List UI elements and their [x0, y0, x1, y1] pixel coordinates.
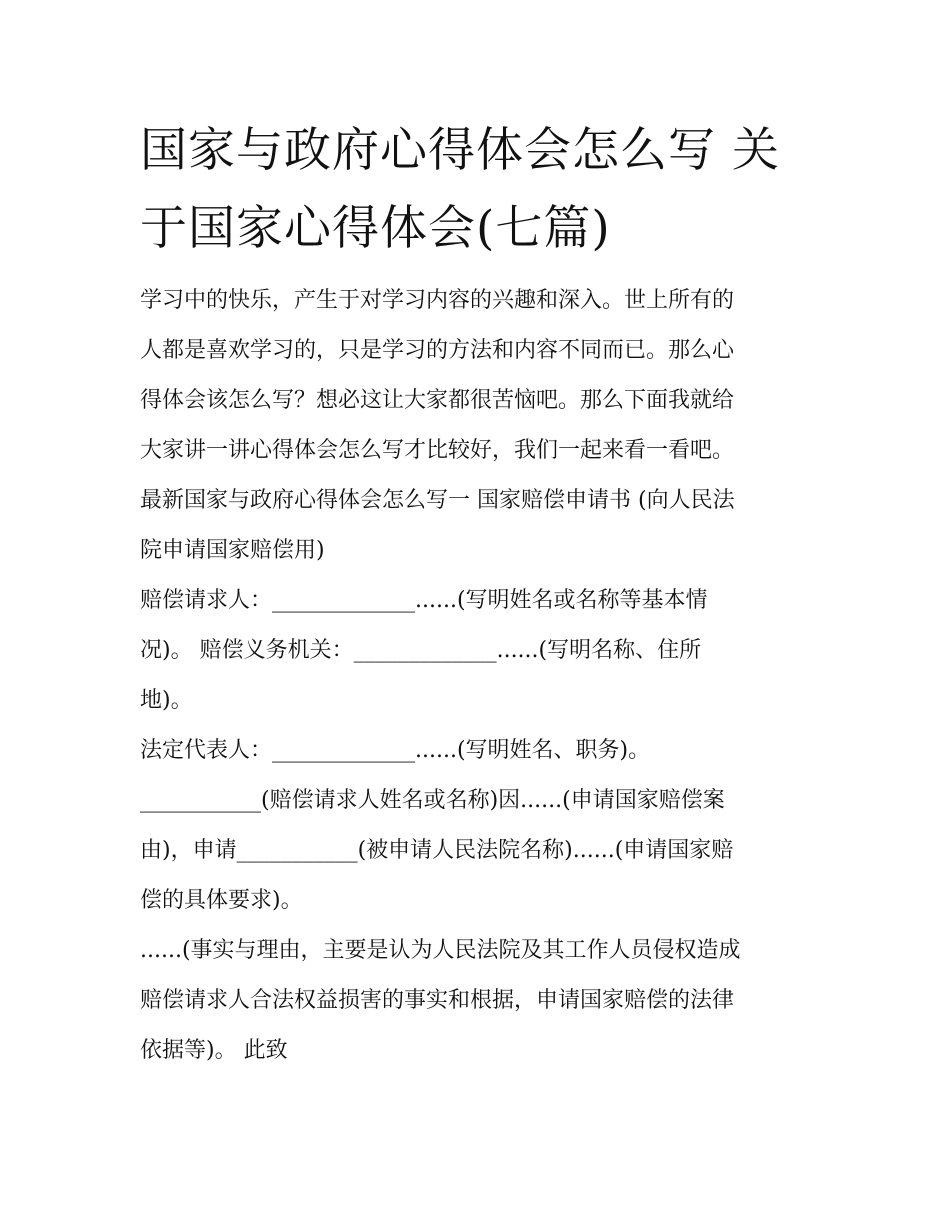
request-paragraph	[140, 776, 820, 926]
intro-line: 大家讲一讲心得体会怎么写才比较好，我们一起来看一看吧。	[140, 438, 735, 463]
title-line-2: 于国家心得体会(七篇)	[140, 201, 611, 256]
intro-paragraph	[140, 276, 820, 476]
intro-line: 人都是喜欢学习的，只是学习的方法和内容不同而已。那么心	[140, 338, 735, 363]
claimant-line: 地)。	[140, 688, 193, 713]
facts-paragraph	[140, 926, 820, 1076]
claimant-line: 赔偿请求人：_____________......(写明姓名或名称等基本情	[140, 588, 708, 613]
representative-line: 法定代表人：_____________......(写明姓名、职务)。	[140, 738, 651, 763]
intro-line: 学习中的快乐，产生于对学习内容的兴趣和深入。世上所有的	[140, 288, 735, 313]
document-page	[140, 112, 820, 1076]
facts-line: 赔偿请求人合法权益损害的事实和根据，申请国家赔偿的法律	[140, 988, 735, 1013]
document-title	[140, 112, 820, 268]
section-line: 院申请国家赔偿用)	[140, 538, 325, 563]
facts-line: 依据等)。 此致	[140, 1038, 288, 1063]
request-line: 由)，申请___________(被申请人民法院名称)......(申请国家赔	[140, 838, 734, 863]
request-line: ___________(赔偿请求人姓名或名称)因......(申请国家赔偿案	[140, 788, 725, 813]
section-line: 最新国家与政府心得体会怎么写一 国家赔偿申请书 (向人民法	[140, 488, 735, 513]
claimant-paragraph	[140, 576, 820, 726]
intro-line: 得体会该怎么写？想必这让大家都很苦恼吧。那么下面我就给	[140, 388, 735, 413]
claimant-line: 况)。 赔偿义务机关：_____________......(写明名称、住所	[140, 638, 702, 663]
facts-line: ......(事实与理由，主要是认为人民法院及其工作人员侵权造成	[140, 938, 741, 963]
section-heading	[140, 476, 820, 576]
title-line-1: 国家与政府心得体会怎么写 关	[140, 123, 780, 178]
request-line: 偿的具体要求)。	[140, 888, 303, 913]
